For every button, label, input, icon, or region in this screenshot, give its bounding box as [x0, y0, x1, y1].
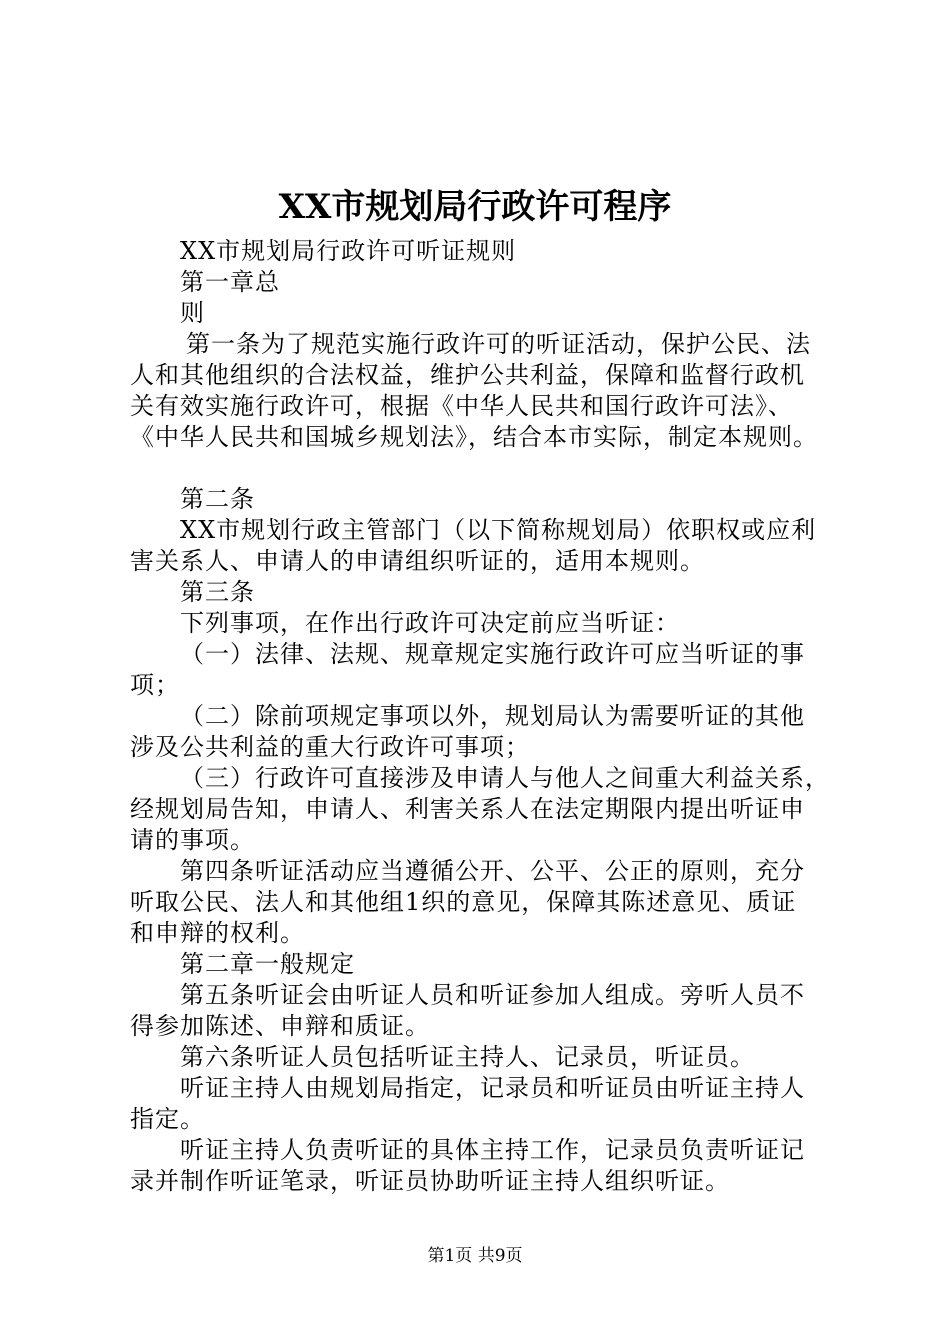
- paragraph-line: 听取公民、法人和其他组1织的意见，保障其陈述意见、质证: [130, 888, 797, 916]
- list-item-line: （三）行政许可直接涉及申请人与他人之间重大利益关系，: [180, 764, 830, 792]
- subtitle-line: XX市规划局行政许可听证规则: [180, 237, 517, 265]
- chapter-heading: 第一章总: [180, 268, 280, 296]
- list-item-line: 请的事项。: [130, 826, 255, 854]
- page-footer: 第1页 共9页: [427, 1246, 523, 1266]
- paragraph-line: 第五条听证会由听证人员和听证参加人组成。旁听人员不: [180, 981, 805, 1009]
- article-heading: 第三条: [180, 578, 255, 606]
- paragraph-line: 听证主持人负责听证的具体主持工作，记录员负责听证记: [180, 1136, 805, 1164]
- paragraph-line: 第一条为了规范实施行政许可的听证活动，保护公民、法: [186, 330, 811, 358]
- paragraph-line: 人和其他组织的合法权益，维护公共利益，保障和监督行政机: [130, 361, 805, 389]
- list-item-line: 经规划局告知，申请人、利害关系人在法定期限内提出听证申: [130, 795, 805, 823]
- blank-line: [130, 453, 835, 484]
- list-item-line: 涉及公共利益的重大行政许可事项；: [130, 733, 530, 761]
- document-title: XX市规划局行政许可程序: [278, 187, 672, 227]
- paragraph-line: 下列事项，在作出行政许可决定前应当听证：: [180, 609, 680, 637]
- chapter-heading: 第二章一般规定: [180, 950, 355, 978]
- paragraph-line: 听证主持人由规划局指定，记录员和听证员由听证主持人: [180, 1074, 805, 1102]
- paragraph-line: 第四条听证活动应当遵循公开、公平、公正的原则，充分: [180, 857, 805, 885]
- list-item-line: （一）法律、法规、规章规定实施行政许可应当听证的事: [180, 640, 805, 668]
- paragraph-line: XX市规划行政主管部门（以下简称规划局）依职权或应利: [180, 516, 817, 544]
- paragraph-line: 录并制作听证笔录，听证员协助听证主持人组织听证。: [130, 1167, 730, 1195]
- article-heading: 第二条: [180, 485, 255, 513]
- paragraph-line: 得参加陈述、申辩和质证。: [130, 1012, 430, 1040]
- paragraph-line: 害关系人、申请人的申请组织听证的，适用本规则。: [130, 547, 705, 575]
- document-body: [130, 236, 835, 1197]
- list-item-line: 项；: [130, 671, 180, 699]
- paragraph-line: 关有效实施行政许可，根据《中华人民共和国行政许可法》、: [130, 392, 793, 420]
- list-item-line: （二）除前项规定事项以外，规划局认为需要听证的其他: [180, 702, 805, 730]
- paragraph-line: 指定。: [130, 1105, 205, 1133]
- paragraph-line: 《中华人民共和国城乡规划法》，结合本市实际，制定本规则。: [130, 423, 818, 451]
- paragraph-line: 第六条听证人员包括听证主持人、记录员，听证员。: [180, 1043, 755, 1071]
- paragraph-line: 和申辩的权利。: [130, 919, 305, 947]
- chapter-heading-cont: 则: [180, 299, 205, 327]
